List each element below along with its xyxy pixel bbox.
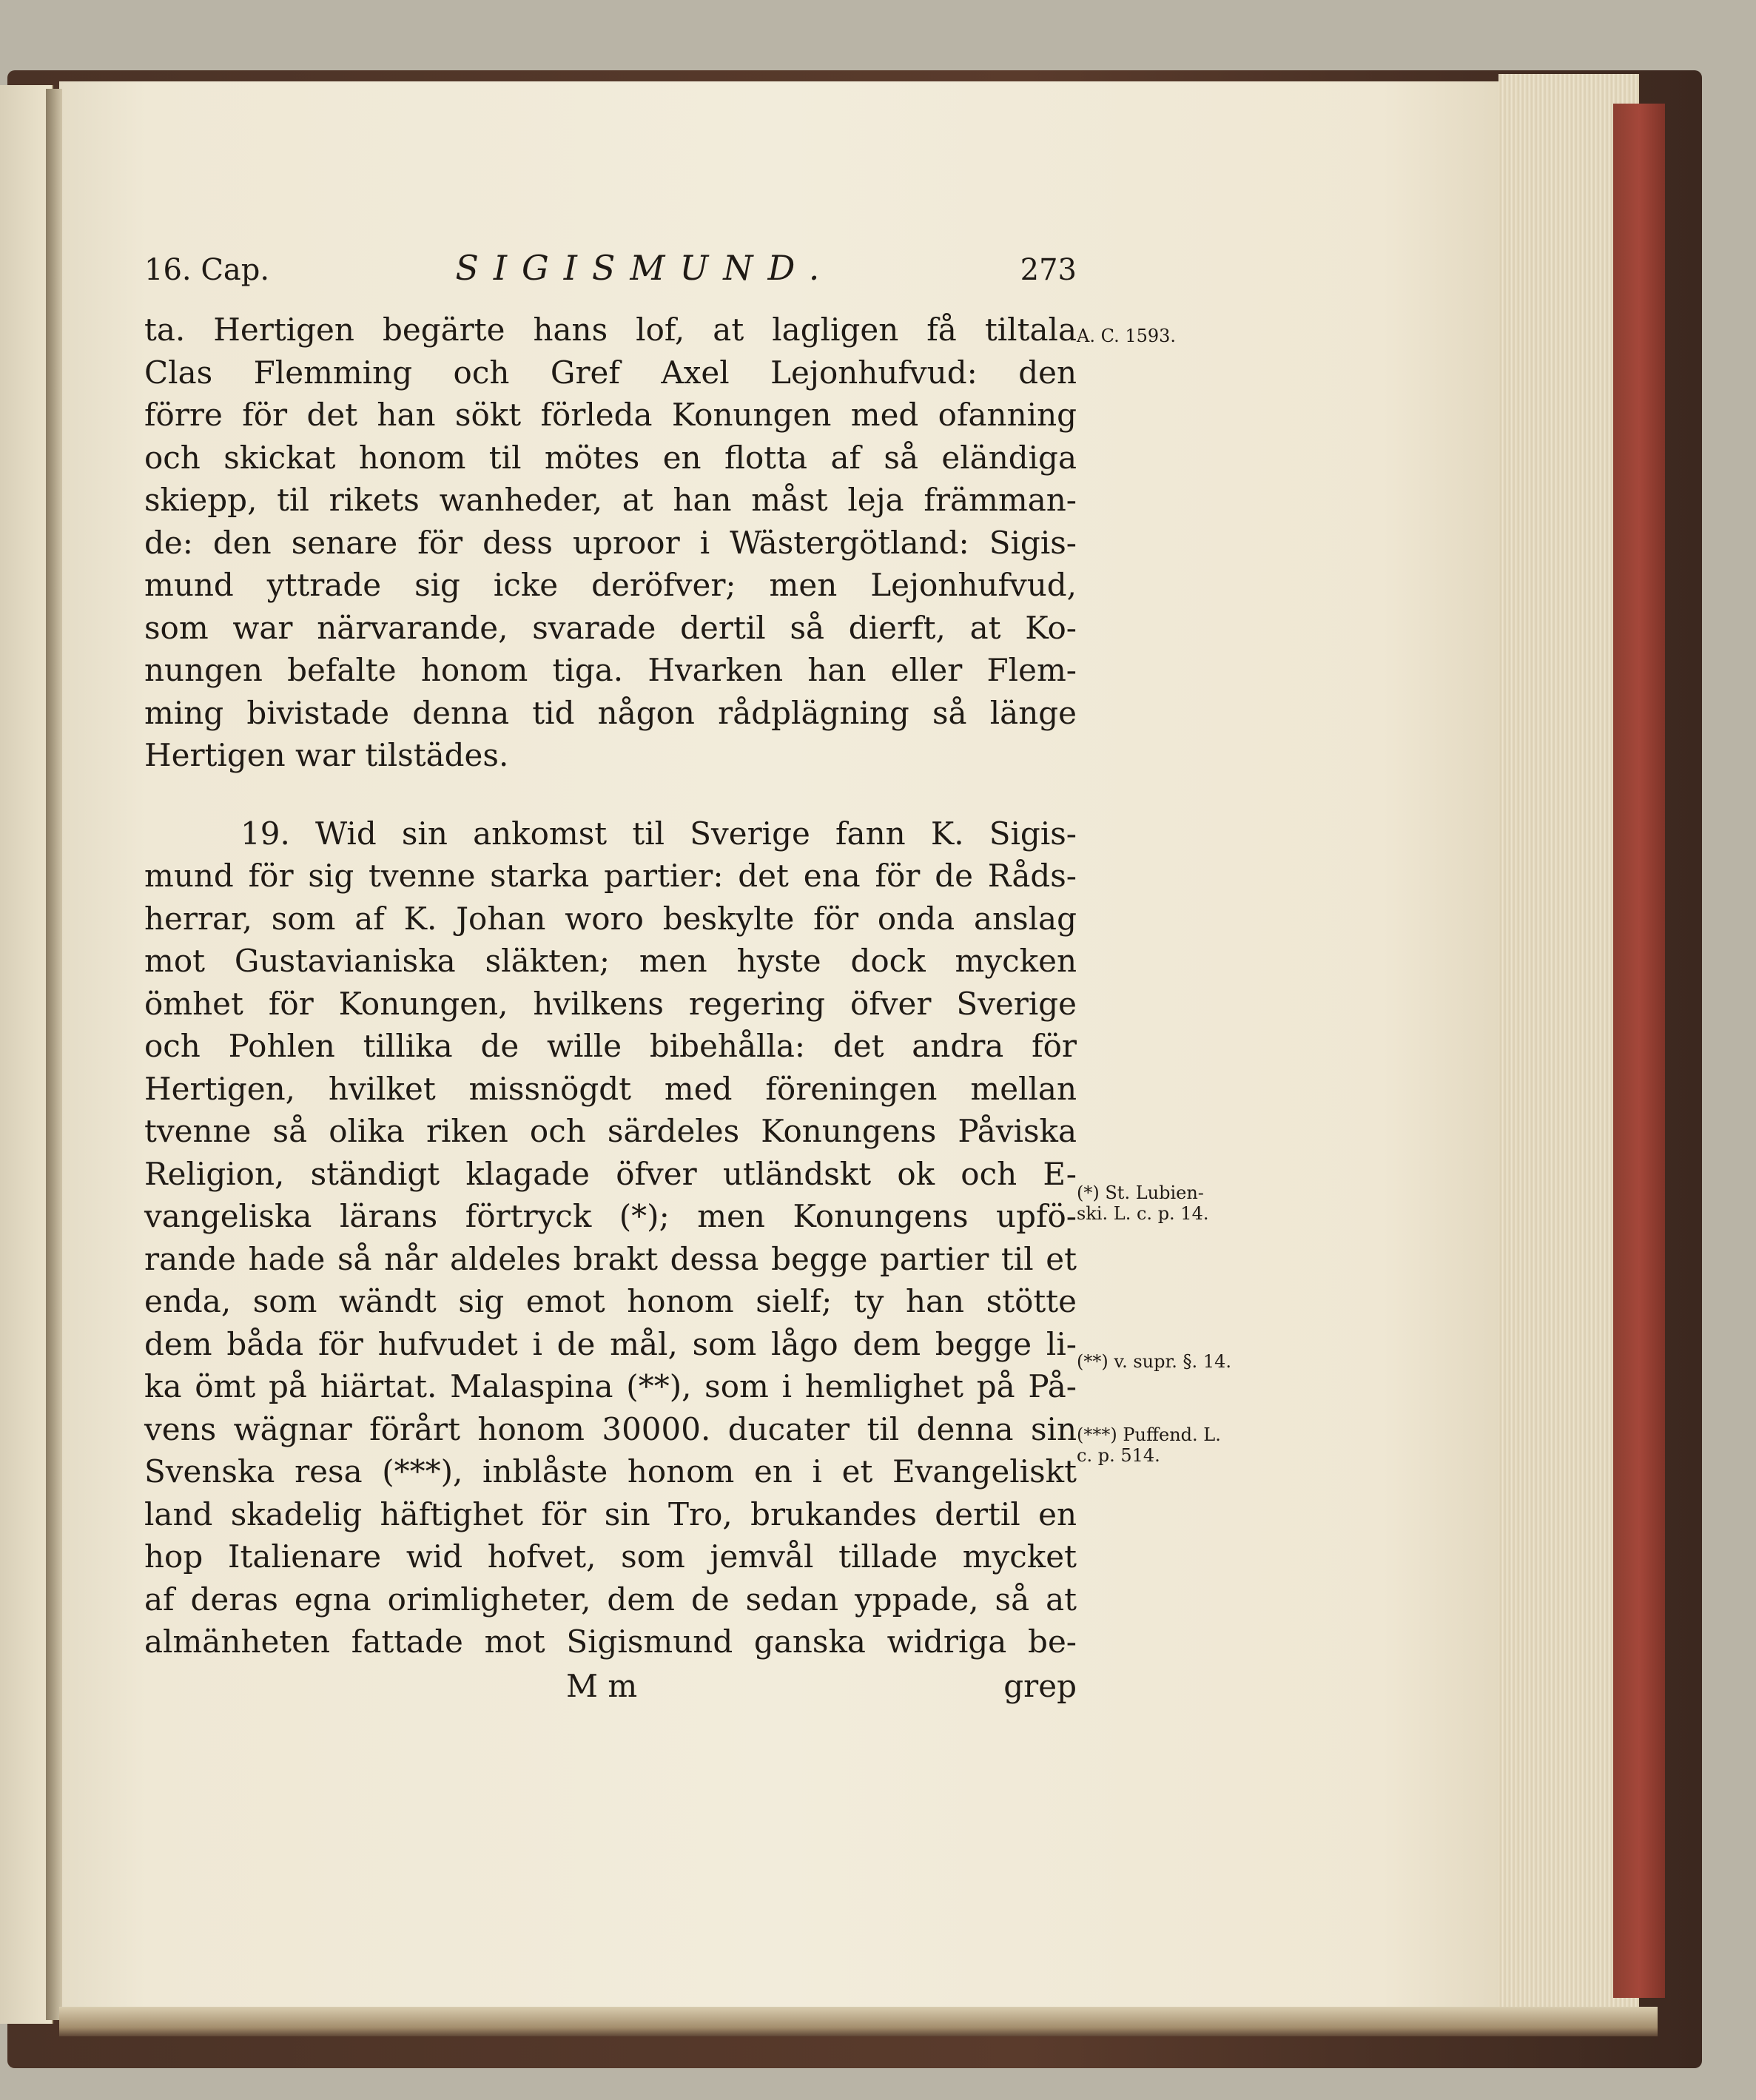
margin-note-1-line-1: (*) St. Lubien- [1077, 1182, 1204, 1203]
text-line: Svenska resa (***), inblåste honom en i et Evangeliskt [144, 1453, 1077, 1490]
page-number: 273 [1020, 253, 1077, 287]
text-line: vens wägnar förårt honom 30000. ducater til denna sin [144, 1410, 1077, 1447]
text-line: vangeliska lärans förtryck (*); men Konungens upfö- [144, 1198, 1077, 1234]
page-bottom-edge [59, 2007, 1658, 2036]
text-line: enda, som wändt sig emot honom sielf; ty han stötte [144, 1283, 1077, 1319]
text-line: nungen befalte honom tiga. Hvarken han eller Flem- [144, 652, 1077, 688]
text-line: och skickat honom til mötes en flotta af så eländiga [144, 439, 1077, 476]
text-line: almänheten fattade mot Sigismund ganska widriga be- [144, 1623, 1077, 1660]
text-line: ömhet för Konungen, hvilkens regering öfver Sverige [144, 985, 1077, 1022]
chapter-label: 16. Cap. [144, 253, 270, 287]
paragraph-gap [144, 777, 1077, 812]
margin-note-3-line-2: c. p. 514. [1077, 1445, 1160, 1466]
margin-note-3-line-1: (***) Puffend. L. [1077, 1424, 1221, 1445]
text-line: 19. Wid sin ankomst til Sverige fann K. Sigis- [240, 815, 1077, 852]
red-page-edge [1613, 104, 1665, 1998]
text-line: och Pohlen tillika de wille bibehålla: det andra för [144, 1028, 1077, 1064]
text-line: hop Italienare wid hofvet, som jemvål tillade mycket [144, 1538, 1077, 1575]
margin-note-2: (**) v. supr. §. 14. [1077, 1351, 1231, 1372]
text-line: de: den senare för dess uproor i Wästergötland: Sigis- [144, 524, 1077, 561]
text-line: ming bivistade denna tid någon rådplägning så länge [144, 694, 1077, 731]
running-header [144, 248, 1077, 288]
text-line: Hertigen, hvilket missnögdt med föreningen mellan [144, 1070, 1077, 1107]
margin-year: A. C. 1593. [1077, 326, 1177, 346]
book-gutter [46, 89, 62, 2020]
page-text [144, 248, 1077, 1704]
text-line: ka ömt på hiärtat. Malaspina (**), som i hemlighet på På- [144, 1368, 1077, 1404]
text-line: af deras egna orimligheter, dem de sedan yppade, så at [144, 1581, 1077, 1618]
margin-note-3 [1077, 1424, 1221, 1466]
text-line: ta. Hertigen begärte hans lof, at lagligen få tiltala [144, 312, 1077, 348]
text-line: rande hade så når aldeles brakt dessa begge partier til et [144, 1240, 1077, 1277]
running-title: SIGISMUND. [455, 248, 835, 288]
text-line: herrar, som af K. Johan woro beskylte för onda anslag [144, 900, 1077, 937]
page-footer [144, 1668, 1077, 1704]
text-line: dem båda för hufvudet i de mål, som lågo dem begge li- [144, 1325, 1077, 1362]
text-line: Hertigen war tilstädes. [144, 737, 509, 773]
catchword: grep [1003, 1667, 1077, 1704]
text-line: land skadelig häftighet för sin Tro, brukandes dertil en [144, 1495, 1077, 1532]
text-line: förre för det han sökt förleda Konungen med ofanning [144, 397, 1077, 433]
text-line: skiepp, til rikets wanheder, at han måst leja främman- [144, 482, 1077, 518]
text-line: mot Gustavianiska släkten; men hyste dock mycken [144, 943, 1077, 979]
margin-note-1-line-2: ski. L. c. p. 14. [1077, 1203, 1209, 1224]
text-line: Religion, ständigt klagade öfver utländskt ok och E- [144, 1155, 1077, 1192]
text-line: mund för sig tvenne starka partier: det ena för de Råds- [144, 858, 1077, 894]
text-line: mund yttrade sig icke deröfver; men Lejonhufvud, [144, 567, 1077, 603]
text-line: som war närvarande, svarade dertil så dierft, at Ko- [144, 609, 1077, 646]
text-line: tvenne så olika riken och särdeles Konungens Påviska [144, 1113, 1077, 1149]
text-line: Clas Flemming och Gref Axel Lejonhufvud: den [144, 354, 1077, 391]
margin-note-1 [1077, 1182, 1208, 1224]
signature-mark: M m [566, 1667, 638, 1704]
